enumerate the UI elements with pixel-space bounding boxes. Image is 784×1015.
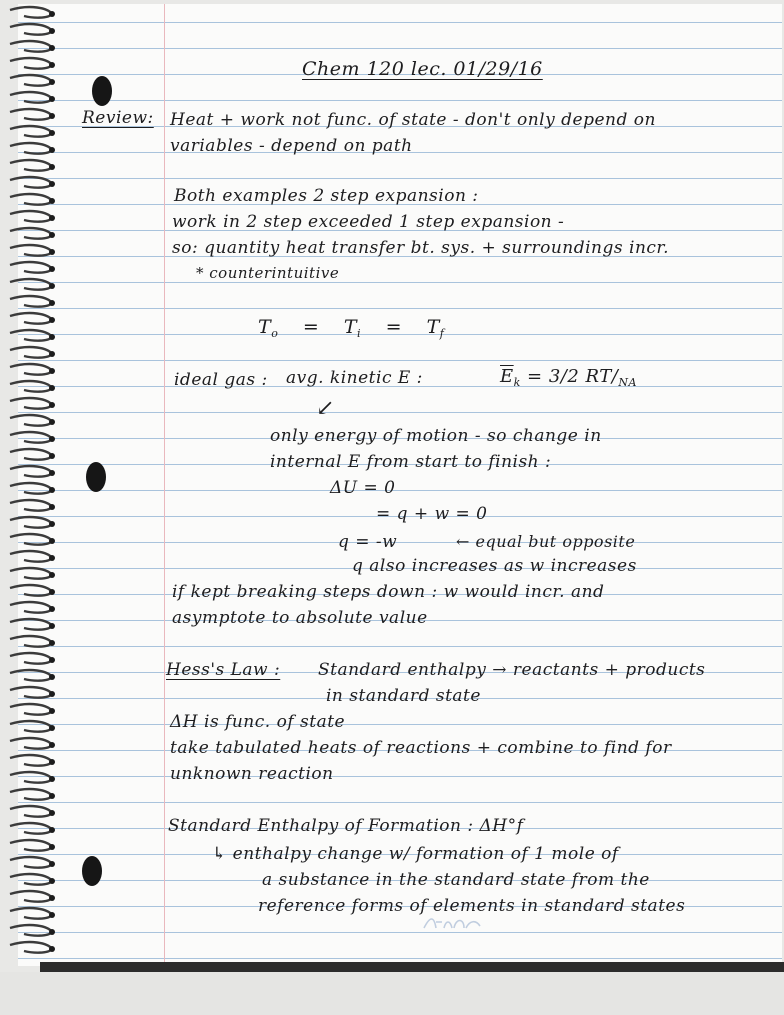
spiral-coil — [10, 364, 52, 375]
hess-line-4: take tabulated heats of reactions + combine to find for — [170, 738, 672, 758]
spiral-hole — [49, 351, 55, 357]
spiral-coil — [10, 194, 52, 205]
ruled-line — [18, 932, 782, 933]
spiral-hole — [49, 317, 55, 323]
scanner-background — [0, 972, 784, 1015]
punch-hole — [82, 856, 102, 886]
spiral-coil — [10, 58, 52, 69]
ruled-line — [18, 48, 782, 49]
formation-label: Standard Enthalpy of Formation : ΔH°f — [168, 816, 524, 836]
spiral-hole — [49, 79, 55, 85]
review-note: * counterintuitive — [196, 264, 340, 282]
spiral-hole — [49, 419, 55, 425]
spiral-hole — [49, 453, 55, 459]
spiral-coil — [10, 823, 52, 834]
spiral-hole — [49, 929, 55, 935]
spiral-coil — [10, 330, 52, 341]
spiral-coil — [10, 772, 52, 783]
spiral-hole — [49, 776, 55, 782]
spiral-coil — [10, 160, 52, 171]
spiral-coil — [10, 500, 52, 511]
spiral-binding — [0, 0, 60, 962]
ruled-line — [18, 282, 782, 283]
review-line-1: Heat + work not func. of state - don't only depend on — [170, 110, 656, 130]
review-line-10: if kept breaking steps down : w would incr. and — [172, 582, 605, 602]
temp-final-sub: f — [439, 327, 445, 340]
equals-sign: = — [302, 316, 320, 338]
ruled-line — [18, 490, 782, 491]
ruled-line — [18, 802, 782, 803]
spiral-hole — [49, 691, 55, 697]
spiral-coil — [10, 789, 52, 800]
spiral-hole — [49, 827, 55, 833]
spiral-coil — [10, 143, 52, 154]
spiral-coil — [10, 755, 52, 766]
ruled-line — [18, 178, 782, 179]
spiral-coil — [10, 517, 52, 528]
punch-hole — [86, 462, 106, 492]
spiral-coil — [10, 942, 52, 953]
spiral-coil — [10, 551, 52, 562]
spiral-hole — [49, 266, 55, 272]
punch-hole — [92, 76, 112, 106]
spiral-hole — [49, 368, 55, 374]
ideal-gas-label: ideal gas : — [174, 370, 268, 390]
spiral-coil — [10, 738, 52, 749]
spiral-coil — [10, 415, 52, 426]
hess-line-1: Standard enthalpy → reactants + products — [318, 660, 706, 680]
spiral-hole — [49, 946, 55, 952]
review-label: Review: — [82, 108, 154, 128]
spiral-coil — [10, 806, 52, 817]
hess-line-2: in standard state — [326, 686, 481, 706]
formation-line-3: reference forms of elements in standard states — [258, 896, 686, 916]
temp-final: T — [426, 316, 440, 338]
spiral-hole — [49, 96, 55, 102]
ruled-line — [18, 360, 782, 361]
spiral-coil — [10, 245, 52, 256]
spiral-hole — [49, 164, 55, 170]
temp-initial-sub: o — [271, 327, 279, 340]
spiral-hole — [49, 589, 55, 595]
spiral-hole — [49, 181, 55, 187]
page-title: Chem 120 lec. 01/29/16 — [302, 58, 543, 80]
spiral-hole — [49, 130, 55, 136]
temperature-equation — [258, 316, 444, 340]
spiral-coil — [10, 704, 52, 715]
spiral-hole — [49, 402, 55, 408]
spiral-coil — [10, 211, 52, 222]
ek-symbol: $\overline{E}$ — [500, 366, 514, 387]
delta-u-equation: ΔU = 0 — [330, 478, 396, 498]
spiral-hole — [49, 521, 55, 527]
spiral-coils — [10, 7, 55, 953]
spiral-coil — [10, 262, 52, 273]
spiral-hole — [49, 283, 55, 289]
spiral-hole — [49, 878, 55, 884]
spiral-coil — [10, 449, 52, 460]
spiral-hole — [49, 45, 55, 51]
review-line-9: q also increases as w increases — [352, 556, 637, 576]
ek-subscript: k — [513, 376, 521, 389]
spiral-coil — [10, 636, 52, 647]
spiral-hole — [49, 198, 55, 204]
spiral-coil — [10, 296, 52, 307]
spiral-coil — [10, 92, 52, 103]
kinetic-energy-formula — [500, 366, 637, 389]
ruled-line — [18, 646, 782, 647]
spiral-coil — [10, 568, 52, 579]
temp-initial: T — [258, 316, 272, 338]
spiral-coil — [10, 347, 52, 358]
spiral-hole — [49, 62, 55, 68]
arrow-icon: ↙ — [316, 396, 335, 421]
spiral-coil — [10, 313, 52, 324]
spiral-hole — [49, 606, 55, 612]
spiral-coil — [10, 653, 52, 664]
spiral-coil — [10, 908, 52, 919]
spiral-hole — [49, 912, 55, 918]
ruled-line — [18, 542, 782, 543]
ruled-line — [18, 776, 782, 777]
spiral-hole — [49, 232, 55, 238]
spiral-coil — [10, 109, 52, 120]
spiral-hole — [49, 742, 55, 748]
spiral-hole — [49, 11, 55, 17]
hess-law-label: Hess's Law : — [166, 660, 281, 680]
spiral-hole — [49, 487, 55, 493]
spiral-coil — [10, 7, 52, 18]
spiral-coil — [10, 432, 52, 443]
review-line-2: variables - depend on path — [170, 136, 413, 156]
spiral-hole — [49, 147, 55, 153]
spiral-coil — [10, 466, 52, 477]
spiral-coil — [10, 619, 52, 630]
ek-expression: = 3/2 RT/ — [527, 366, 619, 387]
spiral-coil — [10, 585, 52, 596]
ruled-line — [18, 22, 782, 23]
spiral-hole — [49, 759, 55, 765]
q-equals-minus-w: q = -w — [338, 532, 398, 552]
spiral-coil — [10, 279, 52, 290]
spiral-hole — [49, 640, 55, 646]
spiral-coil — [10, 228, 52, 239]
spiral-hole — [49, 28, 55, 34]
ruled-line — [18, 100, 782, 101]
margin-line — [164, 4, 165, 966]
formation-line-2: a substance in the standard state from the — [262, 870, 650, 890]
spiral-hole — [49, 674, 55, 680]
review-line-7: only energy of motion - so change in — [270, 426, 602, 446]
spiral-hole — [49, 113, 55, 119]
spiral-coil — [10, 483, 52, 494]
spiral-hole — [49, 844, 55, 850]
equals-sign: = — [385, 316, 403, 338]
spiral-hole — [49, 555, 55, 561]
spiral-hole — [49, 708, 55, 714]
spiral-hole — [49, 436, 55, 442]
q-plus-w-equation: = q + w = 0 — [376, 504, 488, 524]
spiral-coil — [10, 534, 52, 545]
spiral-hole — [49, 385, 55, 391]
spiral-coil — [10, 75, 52, 86]
spiral-coil — [10, 398, 52, 409]
ruled-line — [18, 724, 782, 725]
spiral-coil — [10, 177, 52, 188]
spiral-hole — [49, 657, 55, 663]
spiral-hole — [49, 334, 55, 340]
spiral-hole — [49, 470, 55, 476]
temp-intermediate-sub: i — [357, 327, 362, 340]
spiral-coil — [10, 840, 52, 851]
page-edge-shadow — [40, 962, 784, 972]
spiral-hole — [49, 895, 55, 901]
avogadro-symbol: NA — [618, 376, 637, 389]
spiral-hole — [49, 725, 55, 731]
spiral-hole — [49, 861, 55, 867]
spiral-coil — [10, 874, 52, 885]
spiral-hole — [49, 810, 55, 816]
review-line-3: Both examples 2 step expansion : — [174, 186, 479, 206]
formation-line-1: ↳ enthalpy change w/ formation of 1 mole of — [212, 844, 619, 864]
spiral-coil — [10, 891, 52, 902]
spiral-hole — [49, 538, 55, 544]
brand-logo-watermark — [420, 912, 486, 936]
spiral-coil — [10, 602, 52, 613]
spiral-hole — [49, 572, 55, 578]
spiral-hole — [49, 793, 55, 799]
review-line-11: asymptote to absolute value — [172, 608, 428, 628]
spiral-hole — [49, 623, 55, 629]
equal-opposite-note: ← equal but opposite — [456, 532, 636, 551]
review-line-8: internal E from start to finish : — [270, 452, 552, 472]
spiral-coil — [10, 687, 52, 698]
ruled-line — [18, 412, 782, 413]
spiral-hole — [49, 504, 55, 510]
spiral-hole — [49, 215, 55, 221]
hess-line-3: ΔH is func. of state — [170, 712, 346, 732]
spiral-coil — [10, 721, 52, 732]
spiral-coil — [10, 670, 52, 681]
spiral-coil — [10, 381, 52, 392]
spiral-hole — [49, 249, 55, 255]
hess-line-5: unknown reaction — [170, 764, 334, 784]
spiral-hole — [49, 300, 55, 306]
ruled-line — [18, 308, 782, 309]
ruled-line — [18, 958, 782, 959]
review-line-4: work in 2 step exceeded 1 step expansion - — [172, 212, 565, 232]
temp-intermediate: T — [343, 316, 358, 338]
spiral-coil — [10, 126, 52, 137]
spiral-coil — [10, 925, 52, 936]
spiral-coil — [10, 857, 52, 868]
review-line-5: so: quantity heat transfer bt. sys. + surroundings incr. — [172, 238, 670, 258]
spiral-coil — [10, 41, 52, 52]
ideal-gas-text: avg. kinetic E : — [286, 368, 423, 388]
spiral-coil — [10, 24, 52, 35]
